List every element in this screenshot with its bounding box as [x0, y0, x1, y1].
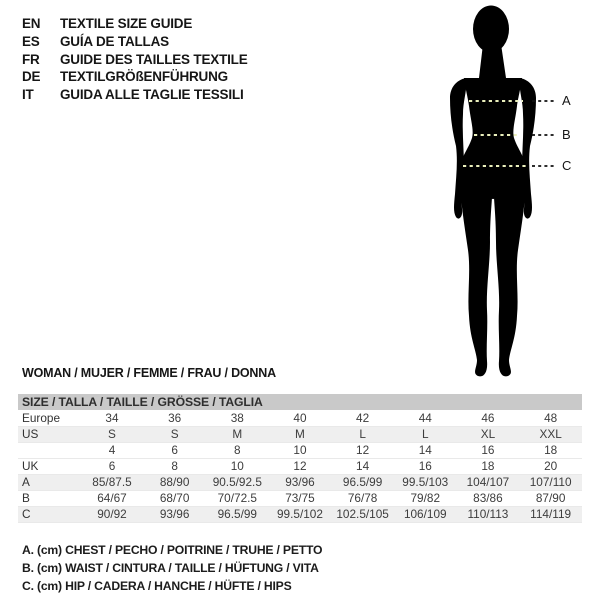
language-code: FR	[22, 51, 40, 67]
woman-silhouette	[450, 6, 536, 377]
language-row-fr	[22, 51, 248, 69]
footnote-line: C. (cm) HIP / CADERA / HANCHE / HÜFTE / HIPS	[22, 578, 292, 593]
language-row-it	[22, 86, 248, 104]
size-cell: 12	[331, 442, 394, 458]
row-label	[18, 442, 81, 458]
row-label: Europe	[18, 410, 81, 426]
table-row	[18, 474, 582, 490]
language-list	[22, 15, 248, 104]
size-cell: 83/86	[457, 490, 520, 506]
language-code: ES	[22, 33, 40, 49]
size-cell: 10	[206, 458, 269, 474]
size-cell: S	[143, 426, 206, 442]
measure-label-a: A	[562, 93, 571, 108]
size-cell: S	[81, 426, 144, 442]
size-cell: 79/82	[394, 490, 457, 506]
size-cell: XXL	[519, 426, 582, 442]
measurement-footnotes	[22, 542, 322, 595]
row-label: US	[18, 426, 81, 442]
size-cell: 42	[331, 410, 394, 426]
size-cell: M	[206, 426, 269, 442]
size-cell: 73/75	[269, 490, 332, 506]
size-cell: 107/110	[519, 474, 582, 490]
size-cell: 93/96	[143, 506, 206, 522]
language-code: DE	[22, 69, 41, 85]
row-label: B	[18, 490, 81, 506]
table-row	[18, 410, 582, 426]
woman-silhouette-figure	[425, 0, 600, 385]
language-row-es	[22, 33, 248, 51]
size-cell: 104/107	[457, 474, 520, 490]
language-code: EN	[22, 16, 41, 31]
size-cell: L	[394, 426, 457, 442]
size-cell: XL	[457, 426, 520, 442]
size-cell: 12	[269, 458, 332, 474]
size-cell: 8	[143, 458, 206, 474]
footnote-line: B. (cm) WAIST / CINTURA / TAILLE / HÜFTUNG / VITA	[22, 560, 319, 575]
size-cell: 20	[519, 458, 582, 474]
size-cell: 99.5/102	[269, 506, 332, 522]
language-row-en	[22, 15, 248, 33]
size-cell: M	[269, 426, 332, 442]
row-label: UK	[18, 458, 81, 474]
size-cell: 44	[394, 410, 457, 426]
size-cell: 36	[143, 410, 206, 426]
measure-label-c: C	[562, 158, 572, 173]
section-title: WOMAN / MUJER / FEMME / FRAU / DONNA	[22, 366, 276, 380]
size-cell: 8	[206, 442, 269, 458]
size-cell: 88/90	[143, 474, 206, 490]
size-cell: 70/72.5	[206, 490, 269, 506]
size-cell: 102.5/105	[331, 506, 394, 522]
size-cell: 46	[457, 410, 520, 426]
size-table	[18, 394, 582, 523]
language-label: GUÍA DE TALLAS	[60, 33, 169, 49]
row-label: A	[18, 474, 81, 490]
table-header: SIZE / TALLA / TAILLE / GRÖSSE / TAGLIA	[18, 394, 582, 410]
size-cell: 106/109	[394, 506, 457, 522]
size-cell: 6	[81, 458, 144, 474]
size-cell: 18	[457, 458, 520, 474]
language-label: GUIDA ALLE TAGLIE TESSILI	[60, 87, 244, 103]
size-cell: 93/96	[269, 474, 332, 490]
size-cell: 64/67	[81, 490, 144, 506]
language-label: GUIDE DES TAILLES TEXTILE	[60, 51, 248, 67]
measure-label-b: B	[562, 127, 571, 142]
size-cell: 90.5/92.5	[206, 474, 269, 490]
row-label: C	[18, 506, 81, 522]
table-row	[18, 426, 582, 442]
language-label: TEXTILGRÖßENFÜHRUNG	[60, 69, 228, 85]
size-cell: 90/92	[81, 506, 144, 522]
table-row	[18, 506, 582, 522]
size-cell: 4	[81, 442, 144, 458]
table-row	[18, 442, 582, 458]
size-cell: 10	[269, 442, 332, 458]
size-cell: L	[331, 426, 394, 442]
size-cell: 48	[519, 410, 582, 426]
size-cell: 99.5/103	[394, 474, 457, 490]
language-row-de	[22, 68, 248, 86]
table-row	[18, 458, 582, 474]
size-cell: 14	[331, 458, 394, 474]
size-cell: 96.5/99	[331, 474, 394, 490]
size-cell: 76/78	[331, 490, 394, 506]
footnote-line: A. (cm) CHEST / PECHO / POITRINE / TRUHE / PETTO	[22, 543, 323, 557]
language-code: IT	[22, 87, 34, 103]
size-cell: 16	[394, 458, 457, 474]
size-cell: 96.5/99	[206, 506, 269, 522]
size-cell: 110/113	[457, 506, 520, 522]
size-cell: 16	[457, 442, 520, 458]
size-cell: 34	[81, 410, 144, 426]
size-cell: 40	[269, 410, 332, 426]
table-row	[18, 490, 582, 506]
language-label: TEXTILE SIZE GUIDE	[60, 16, 193, 31]
size-cell: 114/119	[519, 506, 582, 522]
size-cell: 38	[206, 410, 269, 426]
size-cell: 87/90	[519, 490, 582, 506]
size-cell: 18	[519, 442, 582, 458]
size-cell: 14	[394, 442, 457, 458]
size-cell: 68/70	[143, 490, 206, 506]
size-cell: 6	[143, 442, 206, 458]
size-cell: 85/87.5	[81, 474, 144, 490]
table-header-row	[18, 394, 582, 410]
